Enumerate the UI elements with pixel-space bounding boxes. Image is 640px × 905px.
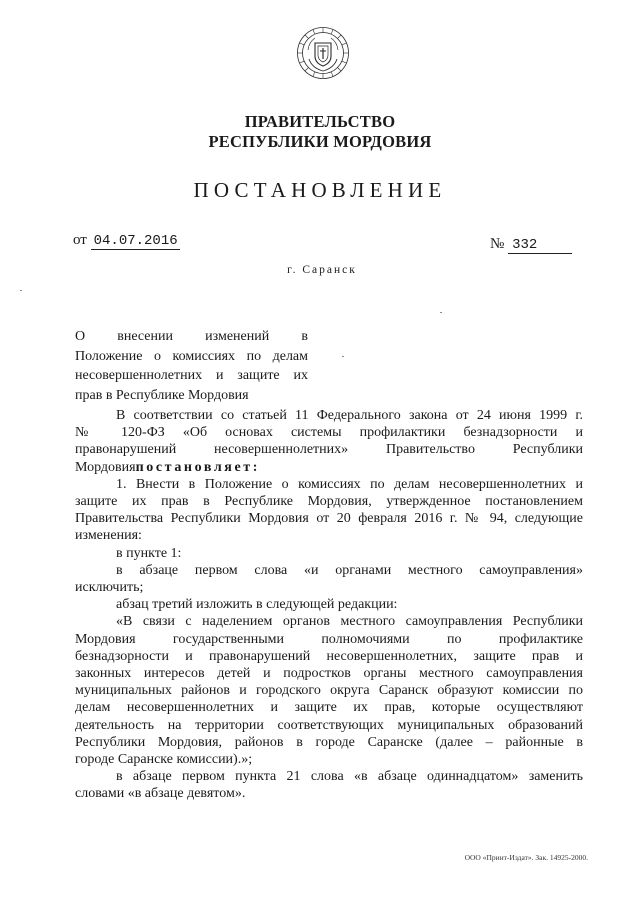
body-line: муниципальных районов и городского округа Саранск образуют комиссии по	[75, 683, 583, 699]
decree-number: 332	[508, 237, 572, 254]
body-line: в абзаце первом слова «и органами местного самоуправления»	[116, 562, 583, 578]
coat-of-arms-emblem	[296, 26, 350, 80]
body-line: «В связи с наделением органов местного самоуправления Республики	[116, 614, 583, 630]
subject-line: Положение о комиссиях по делам	[75, 348, 308, 364]
body-line	[75, 459, 583, 476]
decree-date: 04.07.2016	[91, 233, 180, 250]
scan-speck	[440, 312, 442, 313]
number-prefix: №	[490, 236, 505, 252]
body-line: № 120-ФЗ «Об основах системы профилактики безнадзорности и	[75, 425, 583, 441]
body-line: словами «в абзаце девятом».	[75, 786, 246, 802]
government-name	[0, 112, 640, 152]
body-line: защите их прав в Республике Мордовия, утвержденное постановлением	[75, 494, 583, 510]
body-line: В соответствии со статьей 11 Федерального закона от 24 июня 1999 г.	[116, 408, 583, 423]
body-word: Мордовия	[75, 459, 136, 475]
government-name-line1: ПРАВИТЕЛЬСТВО	[244, 112, 396, 131]
decree-body	[75, 407, 583, 803]
scan-speck	[20, 290, 22, 291]
body-line: абзац третий изложить в следующей редакции:	[116, 597, 398, 613]
body-line: в пункте 1:	[116, 545, 182, 561]
body-line: городе Саранске комиссии).»;	[75, 752, 253, 768]
subject-line: О внесении изменений в	[75, 329, 308, 344]
body-line: Правительства Республики Мордовия от 20 февраля 2016 г. № 94, следующие	[75, 511, 583, 527]
body-line: безнадзорности и правонарушений несовершеннолетних, защите прав и	[75, 648, 583, 664]
scan-speck	[342, 356, 344, 357]
document-type-title: ПОСТАНОВЛЕНИЕ	[193, 178, 447, 202]
body-line: изменения:	[75, 528, 142, 544]
body-line: Мордовия государственными полномочиями по профилактике	[75, 631, 583, 647]
decree-verb: постановляет:	[135, 459, 260, 475]
print-footer: ООО «Принт-Издат». Зак. 14925-2000.	[464, 853, 588, 862]
body-line: Республики Мордовия, районов в городе Саранске (далее – районные в	[75, 734, 583, 750]
body-line: законных интересов детей и подростков органы местного самоуправления	[75, 666, 583, 682]
city-line: г. Саранск	[287, 264, 357, 276]
body-line: в абзаце первом пункта 21 слова «в абзаце одиннадцатом» заменить	[116, 769, 583, 785]
body-line: исключить;	[75, 580, 144, 596]
body-line: 1. Внести в Положение о комиссиях по делам несовершеннолетних и	[116, 476, 583, 492]
body-line: деятельность на территории соответствующих муниципальных образований	[75, 717, 583, 733]
decree-number-line	[490, 236, 572, 254]
subject-line: несовершеннолетних и защите их	[75, 368, 308, 384]
government-name-line2: РЕСПУБЛИКИ МОРДОВИЯ	[208, 132, 432, 151]
decree-subject	[75, 327, 308, 405]
body-line: делам несовершеннолетних и защите их прав, которые осуществляют	[75, 700, 583, 716]
decree-date-line	[73, 232, 180, 249]
body-line: правонарушений несовершеннолетних» Правительство Республики	[75, 442, 583, 458]
date-prefix: от	[73, 232, 87, 248]
subject-line: прав в Республике Мордовия	[75, 387, 249, 403]
